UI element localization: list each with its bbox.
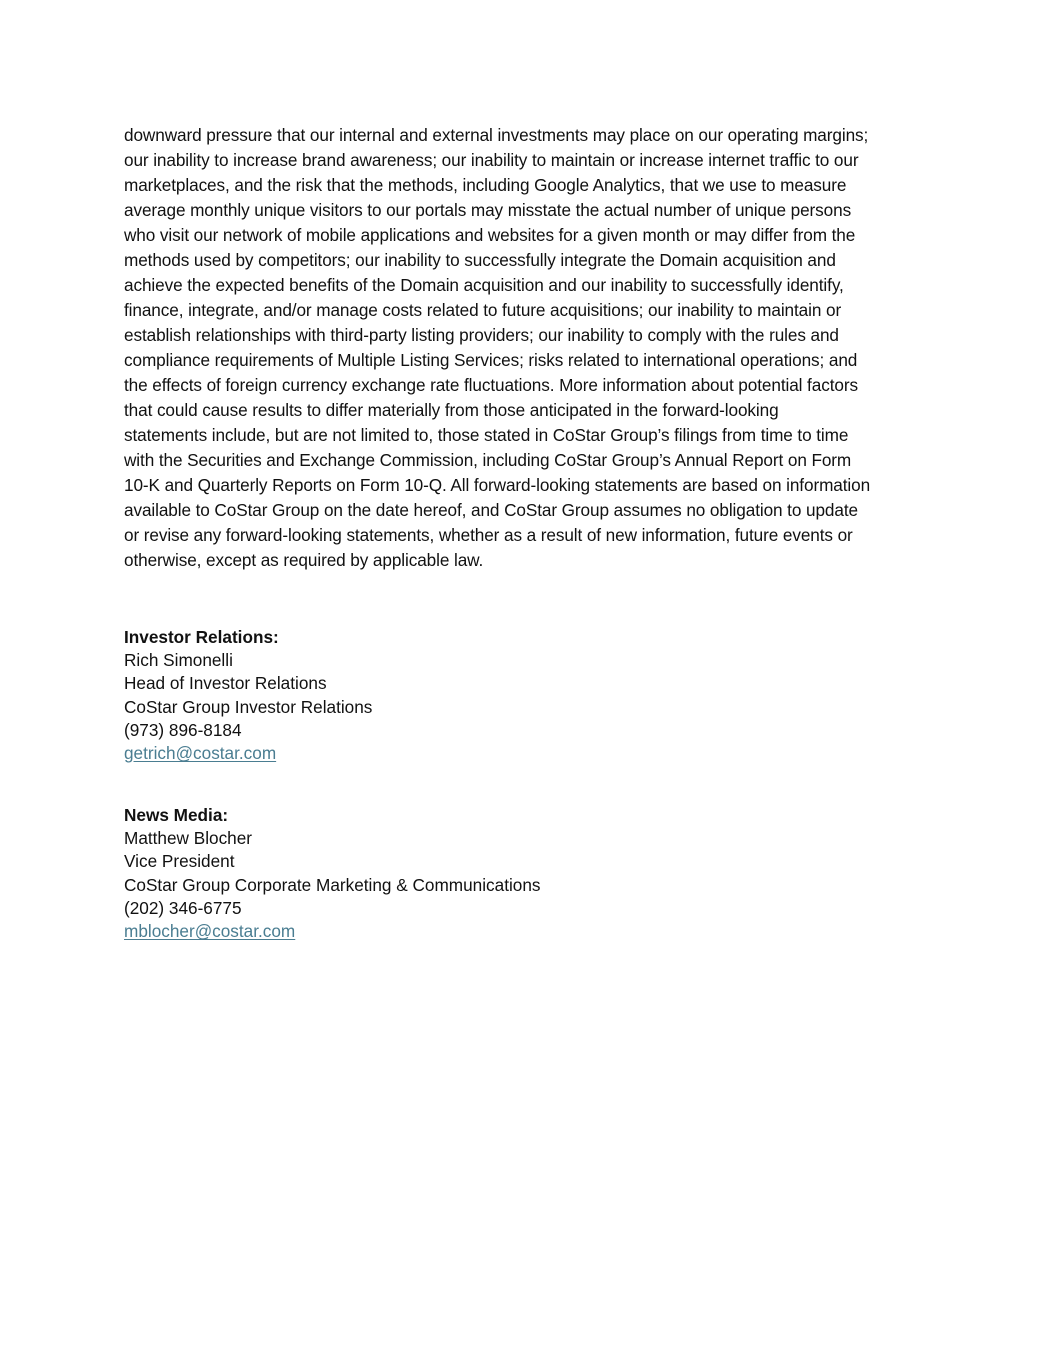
paragraph-line: methods used by competitors; our inability to successfully integrate the Domain acquisition and (124, 250, 836, 270)
paragraph-line: finance, integrate, and/or manage costs related to future acquisitions; our inability to maintain or (124, 300, 842, 320)
media-contact-organization: CoStar Group Corporate Marketing & Communications (124, 874, 541, 895)
paragraph-line: establish relationships with third-party listing providers; our inability to comply with the rules and (124, 325, 839, 345)
paragraph-line: compliance requirements of Multiple Listing Services; risks related to international operations; and (124, 350, 858, 370)
paragraph-line: otherwise, except as required by applicable law. (124, 550, 484, 570)
paragraph-line: available to CoStar Group on the date hereof, and CoStar Group assumes no obligation to update (124, 500, 858, 520)
media-email-link[interactable]: mblocher@costar.com (124, 921, 296, 942)
paragraph-line: the effects of foreign currency exchange rate fluctuations. More information about potential factors (124, 375, 858, 395)
paragraph-line: downward pressure that our internal and external investments may place on our operating margins; (124, 125, 869, 145)
paragraph-line: marketplaces, and the risk that the methods, including Google Analytics, that we use to measure (124, 175, 847, 195)
paragraph-line: 10-K and Quarterly Reports on Form 10-Q. All forward-looking statements are based on information (124, 475, 871, 495)
ir-contact-name: Rich Simonelli (124, 650, 233, 671)
media-contact-phone: (202) 346-6775 (124, 897, 242, 918)
ir-contact-organization: CoStar Group Investor Relations (124, 696, 373, 717)
news-media-contact (124, 804, 541, 943)
ir-contact-phone: (973) 896-8184 (124, 719, 242, 740)
paragraph-line: that could cause results to differ materially from those anticipated in the forward-looking (124, 400, 779, 420)
paragraph-line: our inability to increase brand awareness; our inability to maintain or increase internet traffic to our (124, 150, 859, 170)
paragraph-line: statements include, but are not limited to, those stated in CoStar Group’s filings from time to time (124, 425, 849, 445)
investor-relations-heading: Investor Relations: (124, 627, 279, 647)
ir-email-link[interactable]: getrich@costar.com (124, 743, 277, 764)
paragraph-line: achieve the expected benefits of the Domain acquisition and our inability to successfully identify, (124, 275, 844, 295)
document-page (124, 123, 932, 942)
paragraph-line: or revise any forward-looking statements, whether as a result of new information, future events or (124, 525, 853, 545)
paragraph-line: with the Securities and Exchange Commission, including CoStar Group’s Annual Report on Form (124, 450, 852, 470)
media-contact-title: Vice President (124, 851, 235, 872)
forward-looking-statements-paragraph (124, 123, 932, 573)
investor-relations-contact (124, 626, 372, 765)
media-contact-name: Matthew Blocher (124, 828, 253, 849)
news-media-heading: News Media: (124, 805, 229, 825)
paragraph-line: who visit our network of mobile applications and websites for a given month or may differ from the (124, 225, 856, 245)
ir-contact-title: Head of Investor Relations (124, 673, 327, 694)
paragraph-line: average monthly unique visitors to our portals may misstate the actual number of unique persons (124, 200, 852, 220)
